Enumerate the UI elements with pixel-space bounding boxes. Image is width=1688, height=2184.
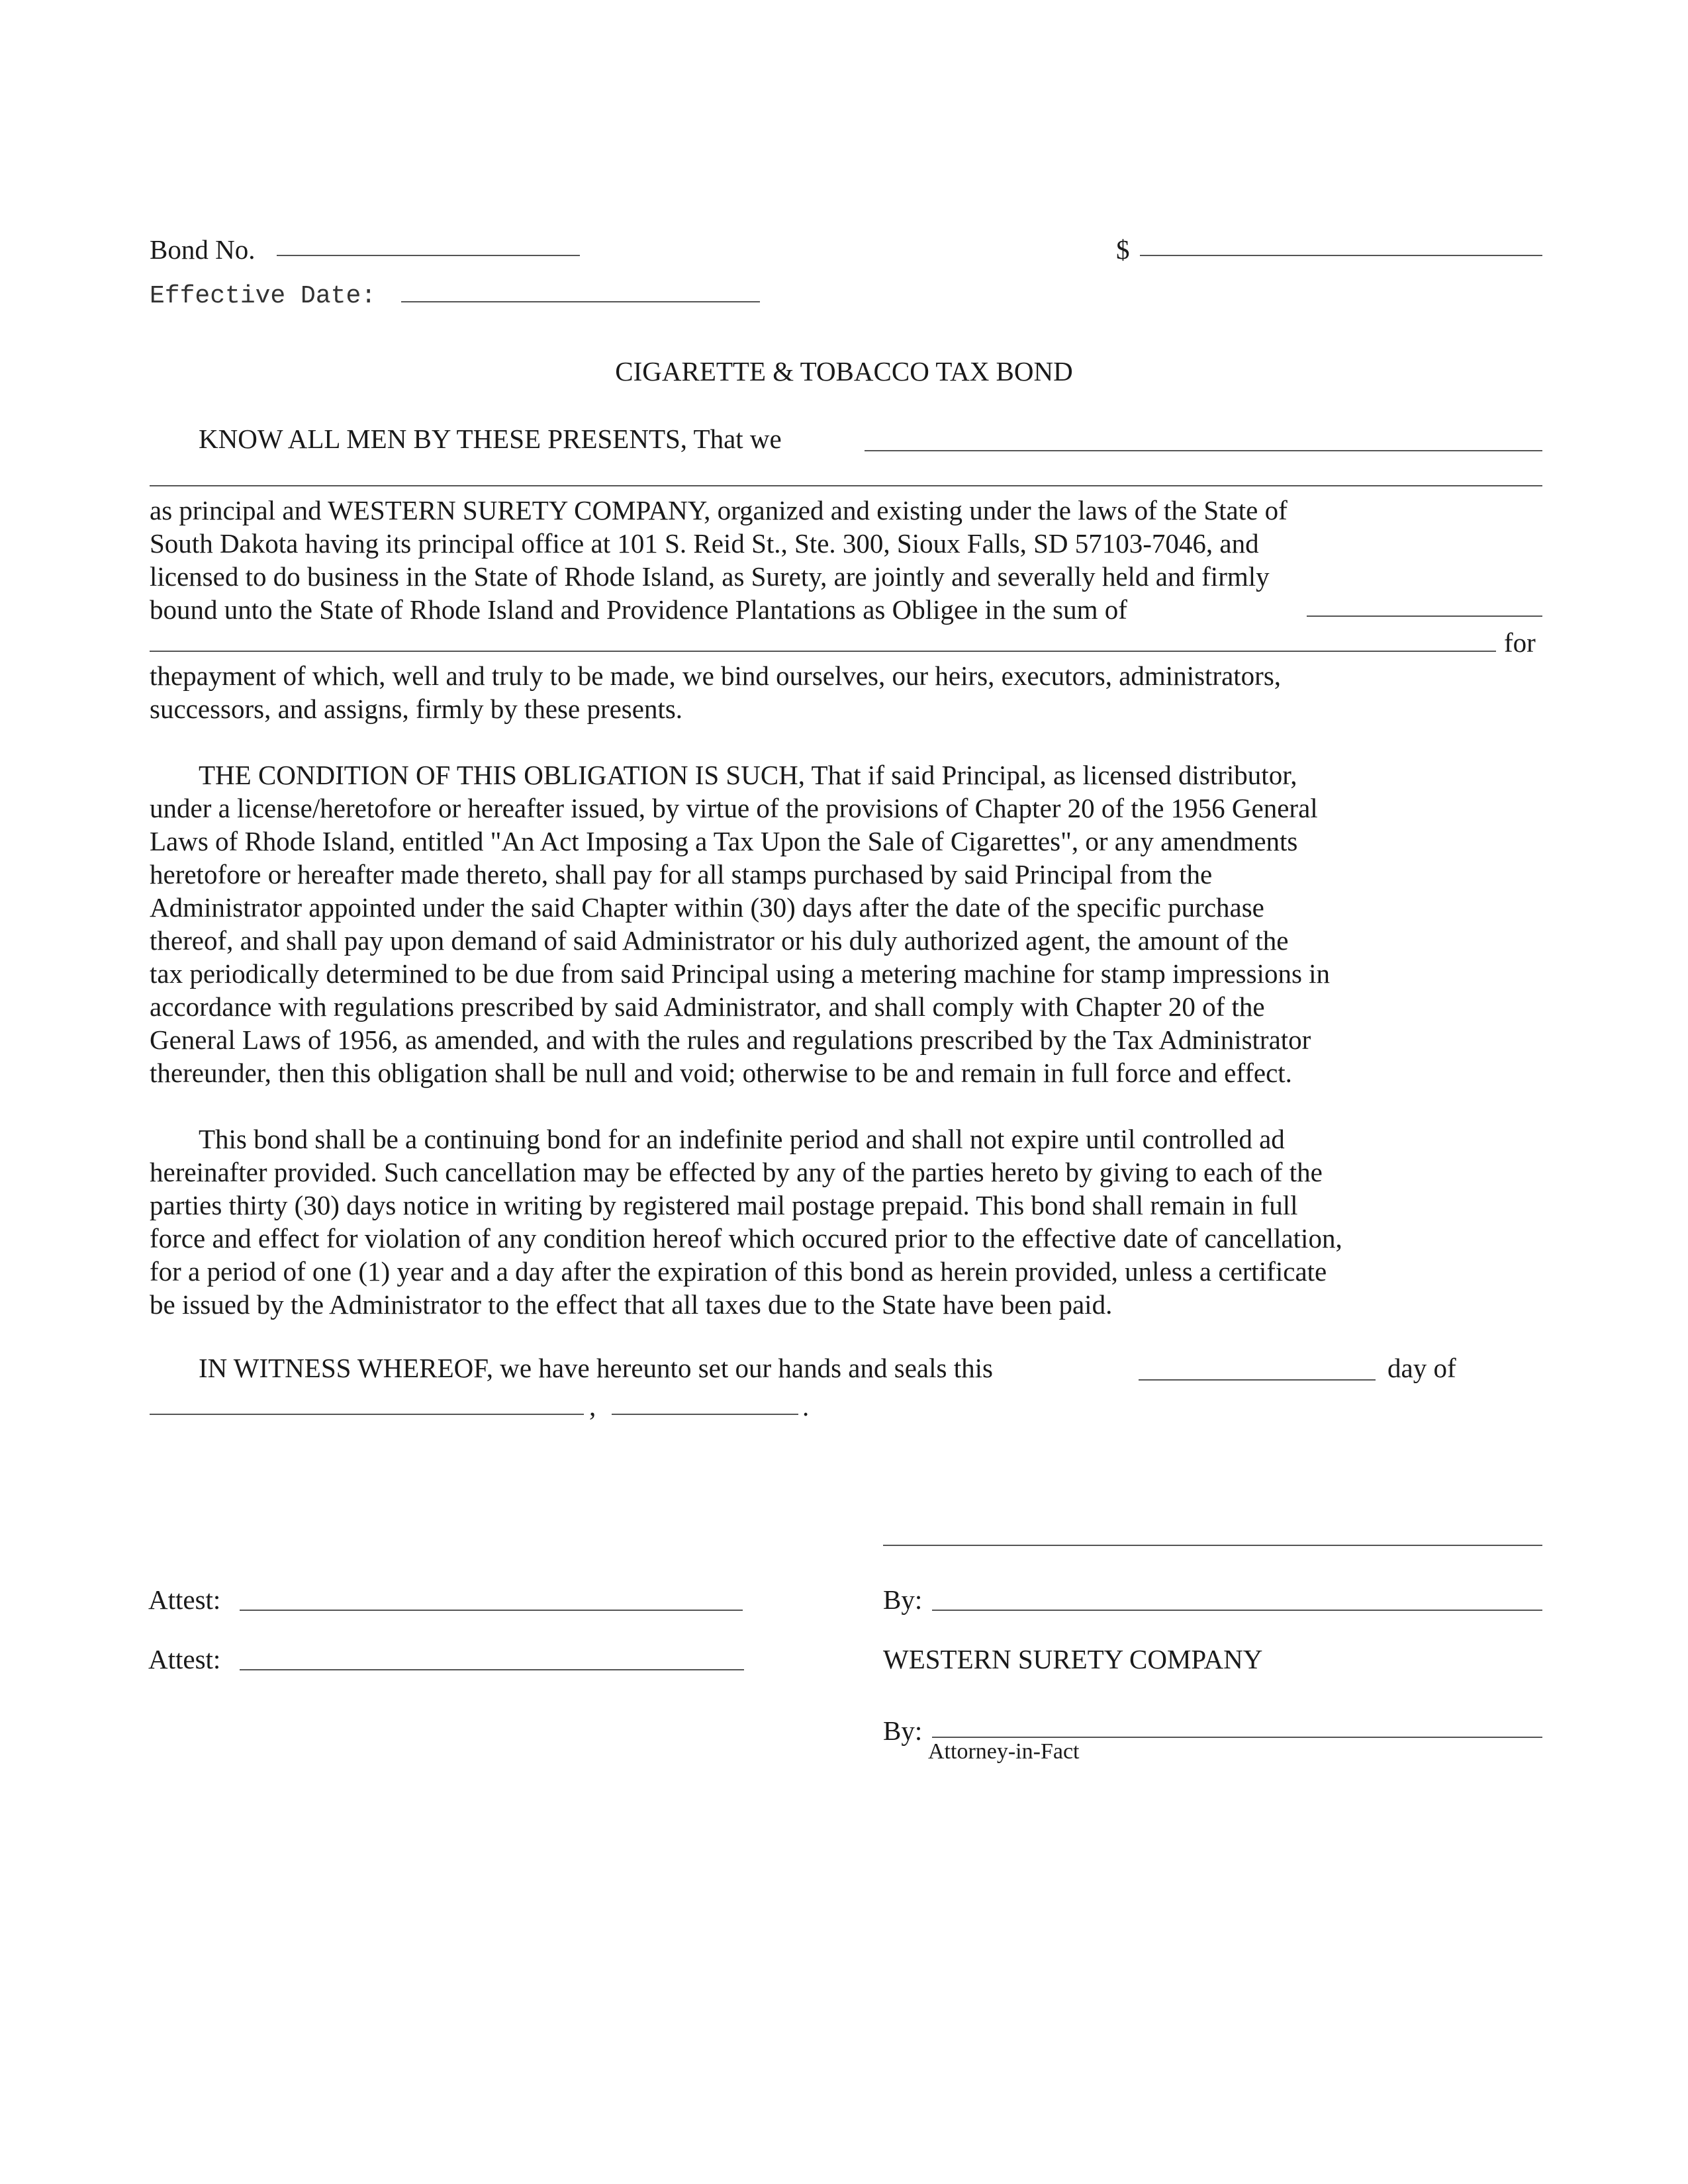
know-all-men-text: KNOW ALL MEN BY THESE PRESENTS, That we [199, 424, 782, 454]
surety-company-name: WESTERN SURETY COMPANY [883, 1644, 1263, 1674]
condition-line: accordance with regulations prescribed by said Administrator, and shall comply with Chapter 20 of the [150, 991, 1265, 1022]
witness-text: IN WITNESS WHEREOF, we have hereunto set our hands and seals this [199, 1353, 993, 1383]
payment-line: thepayment of which, well and truly to be made, we bind ourselves, our heirs, executors, administrators, [150, 660, 1282, 691]
bond-no-label: Bond No. [150, 234, 256, 265]
condition-line: Laws of Rhode Island, entitled "An Act Imposing a Tax Upon the Sale of Cigarettes", or any amendments [150, 826, 1298, 856]
continuing-paragraph [150, 1122, 1546, 1321]
sum-field-2[interactable] [150, 651, 1496, 652]
bond-amount-field[interactable] [1140, 255, 1542, 256]
for-label: for [1504, 627, 1536, 658]
condition-line: thereof, and shall pay upon demand of said Administrator or his duly authorized agent, the amount of the [150, 925, 1289, 956]
condition-line: thereunder, then this obligation shall be null and void; otherwise to be and remain in full force and effect. [150, 1058, 1292, 1088]
condition-line: General Laws of 1956, as amended, and with the rules and regulations prescribed by the Tax Administrator [150, 1024, 1311, 1055]
dollar-label: $ [1116, 234, 1130, 265]
effective-date-label: Effective Date: [150, 282, 377, 310]
principal-name-field-1[interactable] [865, 450, 1542, 451]
day-of-label: day of [1387, 1353, 1456, 1383]
witness-comma: , [589, 1391, 596, 1422]
condition-paragraph [150, 758, 1546, 1089]
by-label-2: By: [883, 1715, 923, 1746]
continuing-line: be issued by the Administrator to the effect that all taxes due to the State have been paid. [150, 1289, 1113, 1320]
effective-date-field[interactable] [401, 301, 760, 302]
month-field[interactable] [150, 1414, 584, 1415]
bond-no-field[interactable] [277, 255, 580, 256]
principal-line: as principal and WESTERN SURETY COMPANY, organized and existing under the laws of the State of [150, 495, 1288, 525]
attest-label-2: Attest: [148, 1644, 221, 1674]
principal-name-field-2[interactable] [150, 485, 1542, 486]
principal-line: licensed to do business in the State of Rhode Island, as Surety, are jointly and severally held and firmly [150, 561, 1270, 592]
by-label-1: By: [883, 1584, 923, 1615]
witness-period: . [802, 1391, 810, 1422]
condition-line: heretofore or hereafter made thereto, shall pay for all stamps purchased by said Principal from the [150, 859, 1213, 889]
condition-line: Administrator appointed under the said Chapter within (30) days after the date of the specific purchase [150, 892, 1264, 923]
condition-line: under a license/heretofore or hereafter issued, by virtue of the provisions of Chapter 20 of the 1956 General [150, 793, 1318, 823]
principal-signature-field[interactable] [883, 1545, 1542, 1546]
continuing-line: This bond shall be a continuing bond for an indefinite period and shall not expire until controlled ad [199, 1124, 1285, 1154]
principal-line: bound unto the State of Rhode Island and Providence Plantations as Obligee in the sum of [150, 594, 1127, 625]
principal-line: South Dakota having its principal office at 101 S. Reid St., Ste. 300, Sioux Falls, SD 57103-7046, and [150, 528, 1259, 559]
attorney-signature-field[interactable] [932, 1737, 1542, 1738]
principal-paragraph [150, 494, 1546, 626]
year-field[interactable] [612, 1414, 798, 1415]
condition-line: THE CONDITION OF THIS OBLIGATION IS SUCH, That if said Principal, as licensed distributor, [199, 760, 1297, 790]
document-title: CIGARETTE & TOBACCO TAX BOND [615, 356, 1073, 387]
attest-field-2[interactable] [240, 1669, 744, 1670]
payment-paragraph [150, 659, 1546, 725]
payment-line: successors, and assigns, firmly by these presents. [150, 694, 683, 724]
continuing-line: hereinafter provided. Such cancellation may be effected by any of the parties hereto by giving to each of the [150, 1157, 1323, 1187]
by-field-1[interactable] [932, 1610, 1542, 1611]
continuing-line: for a period of one (1) year and a day after the expiration of this bond as herein provided, unless a certificate [150, 1256, 1327, 1287]
sum-field-1[interactable] [1307, 615, 1542, 617]
attest-label-1: Attest: [148, 1584, 221, 1615]
attest-field-1[interactable] [240, 1610, 743, 1611]
day-field[interactable] [1139, 1379, 1376, 1381]
continuing-line: force and effect for violation of any condition hereof which occured prior to the effective date of cancellation, [150, 1223, 1342, 1253]
attorney-in-fact-label: Attorney-in-Fact [928, 1739, 1080, 1764]
condition-line: tax periodically determined to be due from said Principal using a metering machine for stamp impressions in [150, 958, 1331, 989]
continuing-line: parties thirty (30) days notice in writing by registered mail postage prepaid. This bond shall remain in full [150, 1190, 1298, 1220]
